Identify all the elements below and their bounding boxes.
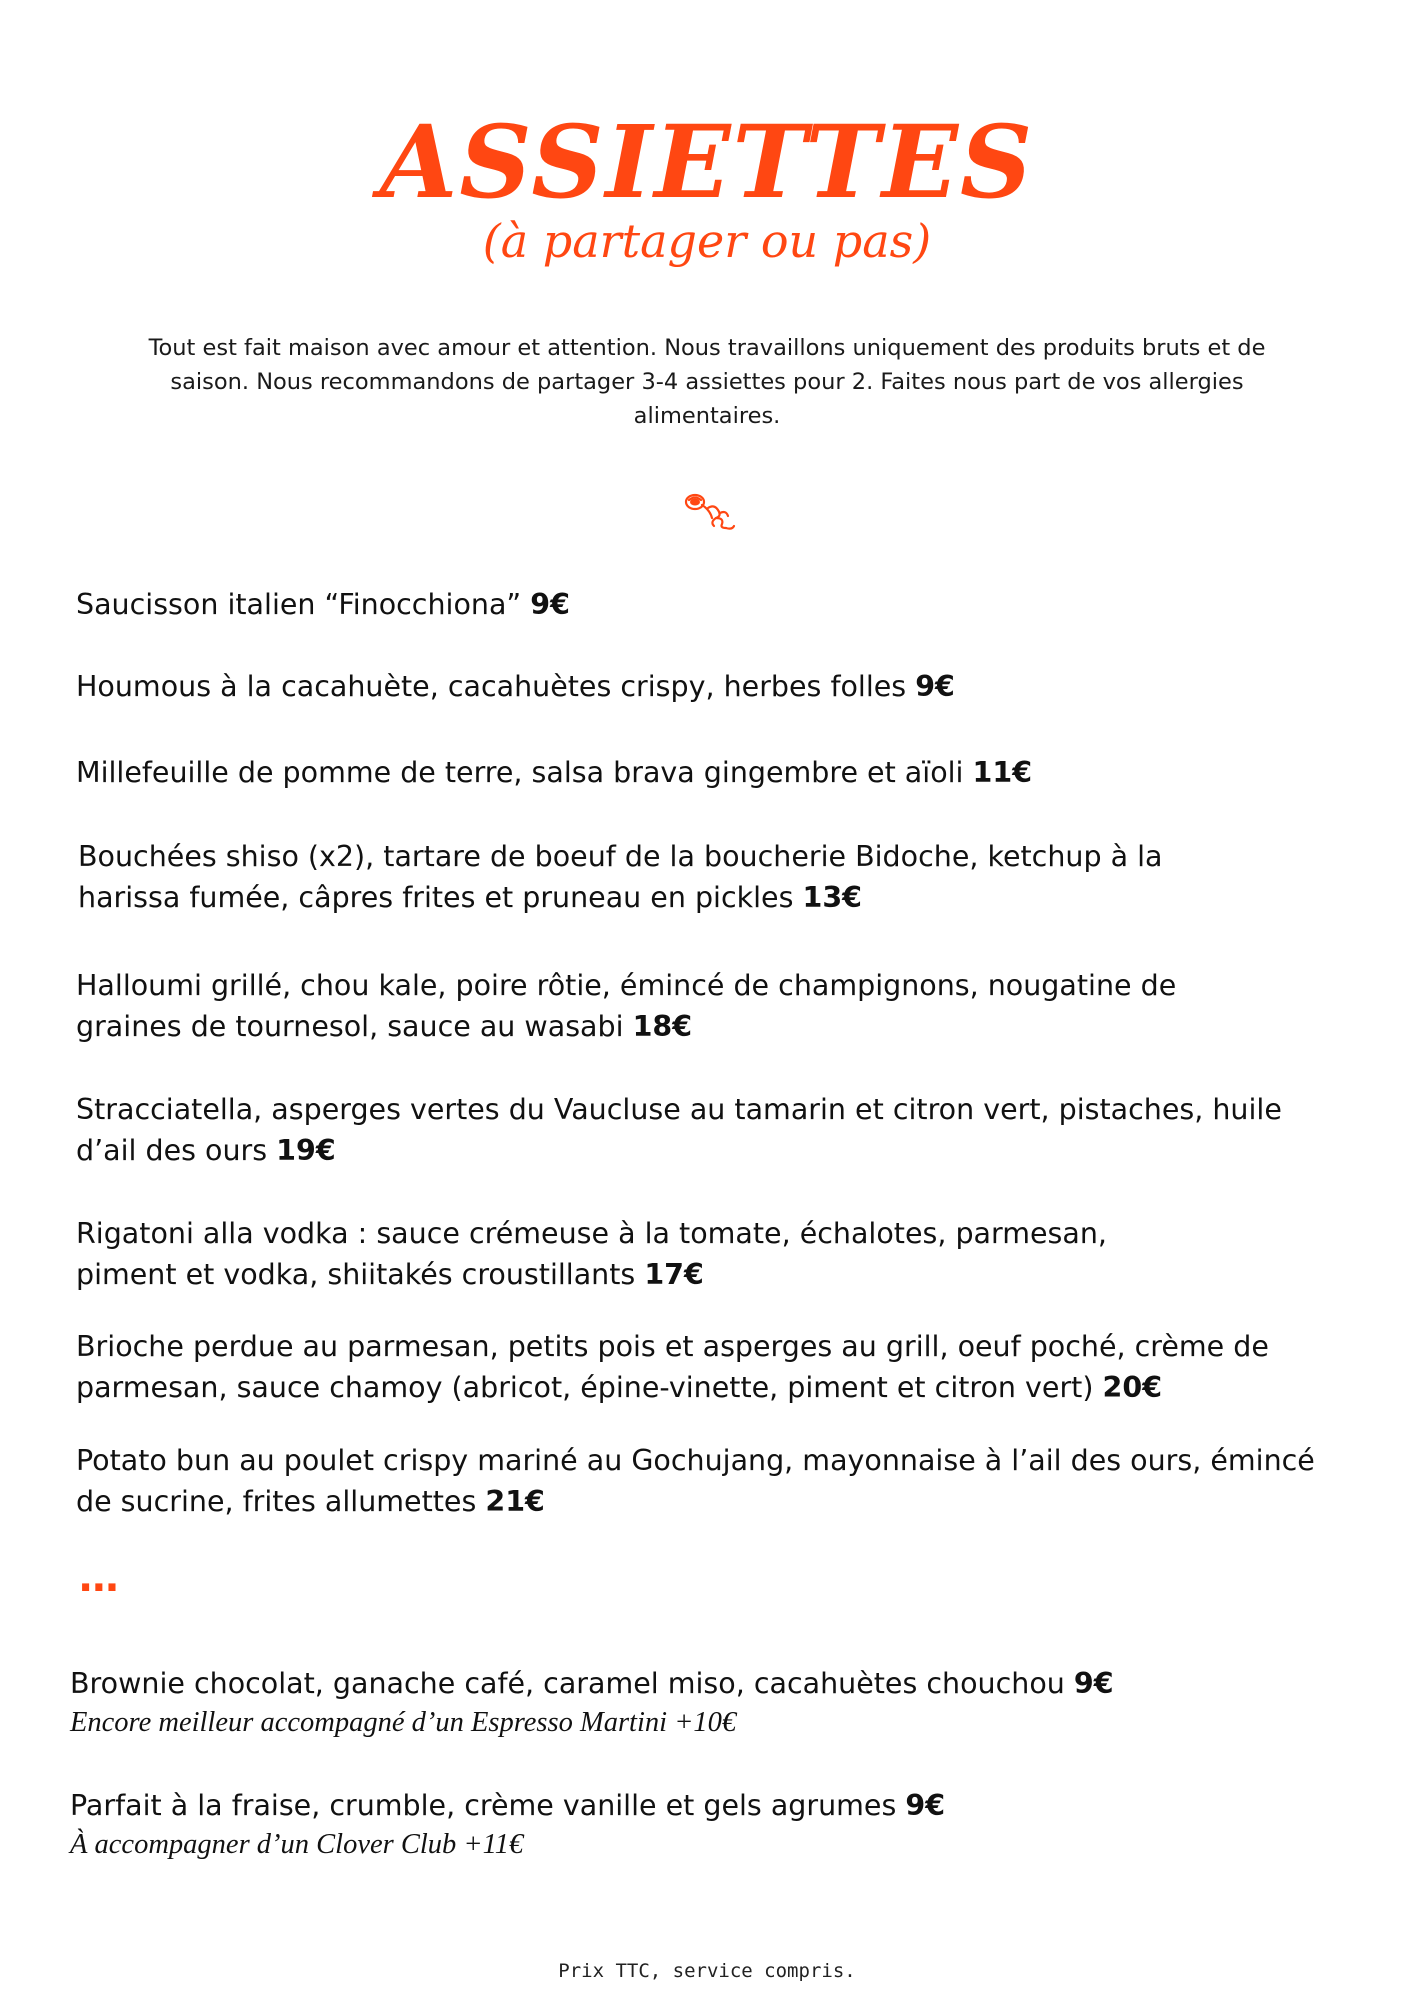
menu-item-price: 20€	[1102, 1371, 1163, 1404]
menu-item-description: Brioche perdue au parmesan, petits pois et asperges au grill, oeuf poché, crème de parmesan, sauce chamoy (abricot, épine-vinette, piment et citron vert)	[76, 1330, 1269, 1404]
menu-item-description: Saucisson italien “Finocchiona”	[76, 588, 531, 621]
menu-item-price: 9€	[915, 670, 955, 703]
menu-title: ASSIETTES	[379, 103, 1035, 221]
menu-item-description: Potato bun au poulet crispy mariné au Gochujang, mayonnaise à l’ail des ours, émincé de sucrine, frites allumettes	[76, 1444, 1315, 1518]
menu-item-price: 13€	[802, 881, 862, 914]
intro-text: Tout est fait maison avec amour et attention. Nous travaillons uniquement des produits bruts et de saison. Nous recommandons de partager 3-4 assiettes pour 2. Faites nous part de vos allergies alimentaires.	[148, 335, 1266, 429]
menu-item-price: 17€	[644, 1258, 704, 1291]
menu-item-price: 18€	[632, 1010, 693, 1043]
menu-item-description: Bouchées shiso (x2), tartare de boeuf de la boucherie Bidoche, ketchup à la harissa fumée, câpres frites et pruneau en pickles	[78, 840, 1163, 914]
dessert-pairing-note: À accompagner d’un Clover Club +11€	[70, 1829, 524, 1860]
menu-item	[76, 666, 1346, 707]
dessert-item	[70, 1785, 1340, 1864]
menu-item	[76, 1089, 1346, 1171]
corkscrew-sketch-icon	[680, 488, 744, 536]
menu-item-price: 11€	[972, 756, 1033, 789]
menu-item-price: 9€	[530, 588, 570, 621]
dessert-price: 9€	[1073, 1667, 1114, 1700]
menu-item	[76, 1326, 1376, 1408]
menu-item-description: Stracciatella, asperges vertes du Vaucluse au tamarin et citron vert, pistaches, huile d’ail des ours	[76, 1093, 1282, 1167]
menu-item	[76, 965, 1246, 1047]
menu-item-description: Rigatoni alla vodka : sauce crémeuse à la tomate, échalotes, parmesan, piment et vodka, shiitakés croustillants	[76, 1217, 1107, 1291]
dessert-description: Parfait à la fraise, crumble, crème vanille et gels agrumes	[70, 1789, 906, 1822]
menu-item-description: Houmous à la cacahuète, cacahuètes crispy, herbes folles	[76, 670, 916, 703]
menu-subtitle: (à partager ou pas)	[482, 214, 932, 268]
menu-item-price: 21€	[485, 1485, 545, 1518]
dessert-pairing-note: Encore meilleur accompagné d’un Espresso Martini +10€	[70, 1707, 737, 1738]
menu-item	[76, 1213, 1196, 1295]
menu-item-price: 19€	[276, 1134, 336, 1167]
dessert-item	[70, 1663, 1340, 1742]
menu-item-description: Millefeuille de pomme de terre, salsa brava gingembre et aïoli	[76, 756, 973, 789]
dessert-description: Brownie chocolat, ganache café, caramel miso, cacahuètes chouchou	[70, 1667, 1074, 1700]
menu-item-description: Halloumi grillé, chou kale, poire rôtie, émincé de champignons, nougatine de graines de tournesol, sauce au wasabi	[76, 969, 1177, 1043]
menu-item	[76, 1440, 1346, 1522]
section-separator: ...	[78, 1555, 118, 1601]
dessert-price: 9€	[905, 1789, 946, 1822]
menu-item	[78, 836, 1258, 918]
menu-item	[76, 584, 1346, 625]
footer-note: Prix TTC, service compris.	[558, 1960, 856, 1982]
menu-item	[76, 752, 1346, 793]
